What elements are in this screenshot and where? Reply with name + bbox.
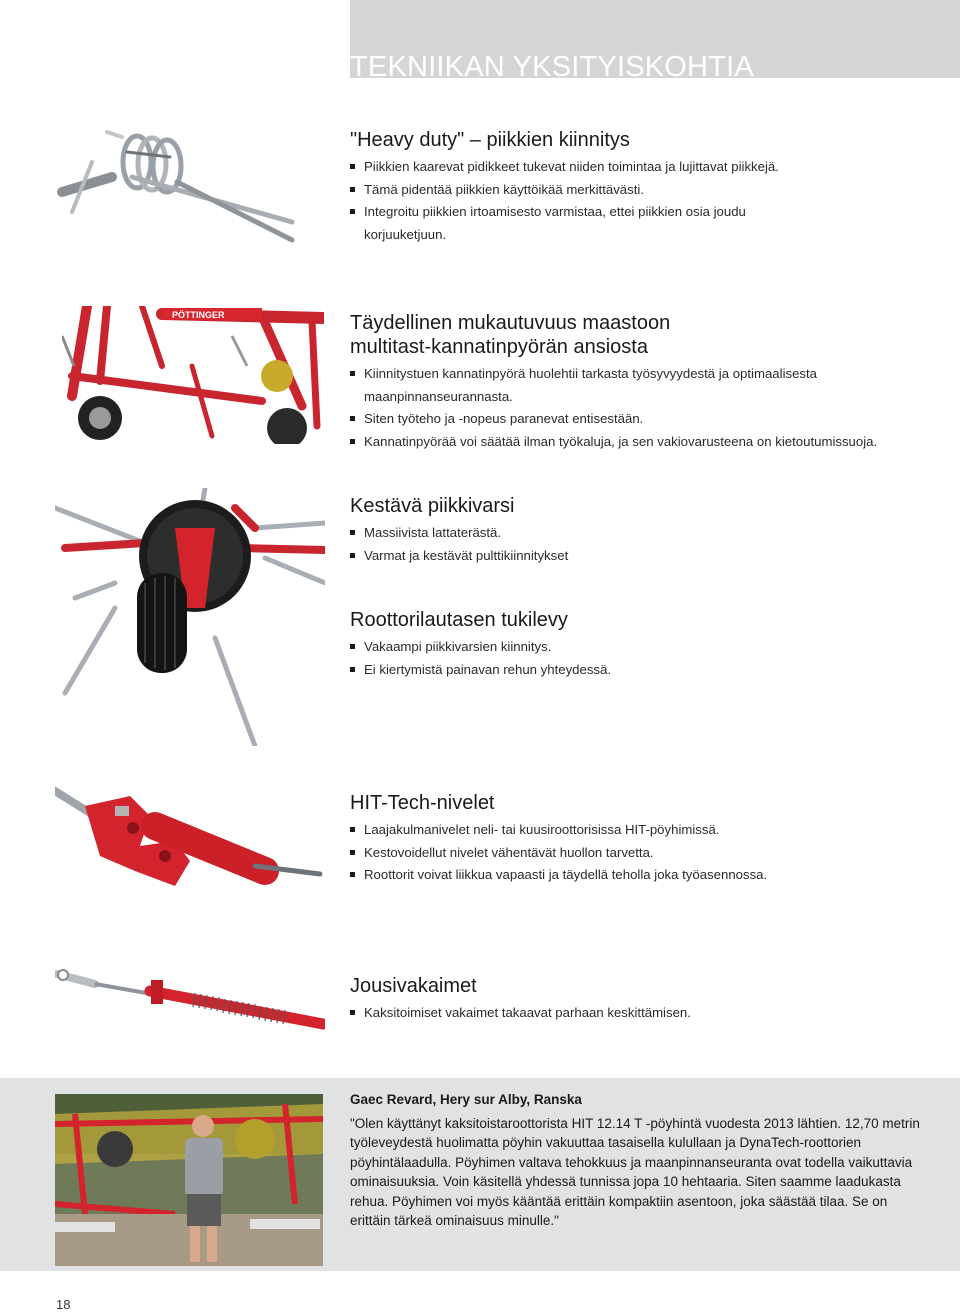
spring-stabilizer-image xyxy=(55,966,325,1036)
list-item: Siten työteho ja -nopeus paranevat entisestään. xyxy=(350,408,940,431)
list-item: Kestovoidellut nivelet vähentävät huollon tarvetta. xyxy=(350,842,940,865)
testimonial-name: Gaec Revard, Hery sur Alby, Ranska xyxy=(350,1092,582,1107)
list-item: Integroitu piikkien irtoamisesto varmistaa, ettei piikkien osia joudu korjuuketjuun. xyxy=(350,201,804,246)
list-item: Kiinnitystuen kannatinpyörä huolehtii tarkasta työsyvyydestä ja optimaalisesta maanpinnanseurannasta. xyxy=(350,363,884,408)
list-item: Varmat ja kestävät pulttikiinnitykset xyxy=(350,545,940,568)
section-spring-stabilizers xyxy=(350,974,940,1025)
brand-decal: PÖTTINGER xyxy=(172,310,225,320)
support-wheel-image xyxy=(62,306,324,444)
bullet-list xyxy=(350,522,940,567)
section-heavy-duty xyxy=(350,128,940,246)
page-number: 18 xyxy=(56,1297,71,1312)
list-item: Kaksitoimiset vakaimet takaavat parhaan keskittämisen. xyxy=(350,1002,940,1025)
section-title: Jousivakaimet xyxy=(350,975,477,997)
list-item: Vakaampi piikkivarsien kiinnitys. xyxy=(350,636,940,659)
bullet-list xyxy=(350,363,940,453)
section-tine-arm xyxy=(350,494,940,567)
list-item: Roottorit voivat liikkua vapaasti ja täydellä teholla joka työasennossa. xyxy=(350,864,940,887)
list-item: Ei kiertymistä painavan rehun yhteydessä. xyxy=(350,659,940,682)
list-item: Laajakulmanivelet neli- tai kuusiroottorisissa HIT-pöyhimissä. xyxy=(350,819,940,842)
bullet-list xyxy=(350,636,940,681)
bullet-list xyxy=(350,1002,940,1025)
testimonial-quote: "Olen käyttänyt kaksitoistaroottorista HIT 12.14 T -pöyhintä vuodesta 2013 lähtien. 12,70 metrin työleveydestä huolimatta pöyhin vakuuttaa tasaisella kulullaan ja DynaTech-roottorien pöyhintälaadulla. Pöyhimen valtava tehokkuus ja maanpinnanseuranta ovat todella vaikuttavia ominaisuuksia. Voin käsitellä yhdessä tunnissa jopa 10 hehtaaria. Siten saamme laadukasta rehua. Pöyhimen voi myös kääntää erittäin kompaktiin asentoon, joka säästää tilaa. Se on erittäin tärkeä ominaisuus minulle." xyxy=(350,1116,920,1229)
section-title: Kestävä piikkivarsi xyxy=(350,495,515,517)
section-title: Täydellinen mukautuvuus maastoon multitast-kannatinpyörän ansiosta xyxy=(350,312,671,358)
bullet-list xyxy=(350,156,940,246)
list-item: Tämä pidentää piikkien käyttöikää merkittävästi. xyxy=(350,179,940,202)
hit-tech-joint-image xyxy=(55,786,325,896)
list-item: Piikkien kaarevat pidikkeet tukevat niiden toimintaa ja lujittavat piikkejä. xyxy=(350,156,940,179)
page-title: TEKNIIKAN YKSITYISKOHTIA xyxy=(350,51,754,83)
section-hit-tech xyxy=(350,791,940,887)
section-title: "Heavy duty" – piikkien kiinnitys xyxy=(350,129,630,151)
bullet-list xyxy=(350,819,940,887)
section-rotor-plate xyxy=(350,608,940,681)
section-multitast-wheel xyxy=(350,311,940,453)
rotor-plate-image xyxy=(55,488,325,746)
tine-holder-image xyxy=(52,122,302,252)
section-title: HIT-Tech-nivelet xyxy=(350,792,495,814)
farmer-photo xyxy=(55,1094,323,1266)
list-item: Kannatinpyörää voi säätää ilman työkaluja, ja sen vakiovarusteena on kietoutumissuoja. xyxy=(350,431,940,454)
list-item: Massiivista lattaterästä. xyxy=(350,522,940,545)
section-title: Roottorilautasen tukilevy xyxy=(350,609,568,631)
